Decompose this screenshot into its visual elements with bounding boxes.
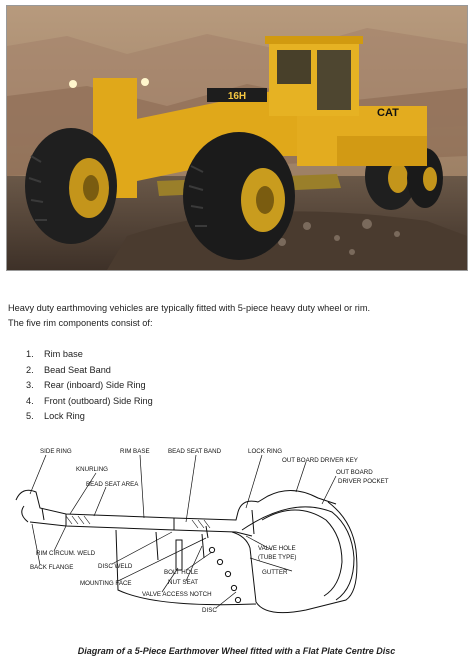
label-lock-ring: LOCK RING bbox=[248, 448, 283, 455]
front-left-tire bbox=[25, 128, 117, 244]
label-outboard-driver-pocket-2: DRIVER POCKET bbox=[338, 478, 389, 485]
cat-logo: CAT bbox=[377, 107, 399, 119]
label-valve-hole-2: (TUBE TYPE) bbox=[258, 554, 297, 561]
grader-photo bbox=[6, 5, 468, 271]
list-item: 1. Rim base bbox=[26, 349, 83, 359]
label-gutter: GUTTER bbox=[262, 569, 288, 576]
label-valve-access-notch: VALVE ACCESS NOTCH bbox=[142, 591, 212, 598]
label-outboard-driver-key: OUT BOARD DRIVER KEY bbox=[282, 457, 358, 464]
front-right-tire bbox=[183, 132, 295, 260]
label-nut-seat: NUT SEAT bbox=[168, 579, 199, 586]
label-rim-circum-weld: RIM CIRCUM. WELD bbox=[36, 550, 96, 557]
rim-diagram bbox=[6, 440, 466, 630]
label-bolt-hole: BOLT HOLE bbox=[164, 569, 199, 576]
diagram-caption: Diagram of a 5-Piece Earthmover Wheel fitted with a Flat Plate Centre Disc bbox=[77, 646, 396, 656]
label-bead-seat-area: BEAD SEAT AREA bbox=[86, 481, 139, 488]
list-item: 3. Rear (inboard) Side Ring bbox=[26, 380, 146, 390]
model-label: 16H bbox=[227, 91, 247, 102]
label-outboard-driver-pocket-1: OUT BOARD bbox=[336, 469, 373, 476]
list-item: 4. Front (outboard) Side Ring bbox=[26, 395, 153, 406]
intro-text bbox=[8, 301, 468, 331]
intro-line-1: Heavy duty earthmoving vehicles are typically fitted with 5-piece heavy duty wheel or rim. bbox=[8, 303, 371, 313]
label-side-ring: SIDE RING bbox=[40, 448, 72, 455]
list-item: 5. Lock Ring bbox=[26, 411, 85, 421]
label-valve-hole-1: VALVE HOLE bbox=[258, 545, 296, 552]
label-back-flange: BACK FLANGE bbox=[30, 564, 74, 571]
label-knurling: KNURLING bbox=[76, 466, 108, 473]
label-mounting-face: MOUNTING FACE bbox=[80, 580, 132, 587]
label-bead-seat-band: BEAD SEAT BAND bbox=[168, 448, 222, 455]
label-disc: DISC bbox=[202, 607, 217, 614]
rim-components-list bbox=[26, 347, 153, 425]
label-disc-weld: DISC WELD bbox=[98, 563, 133, 570]
label-rim-base: RIM BASE bbox=[120, 448, 150, 455]
list-item: 2. Bead Seat Band bbox=[26, 364, 111, 375]
intro-line-2: The five rim components consist of: bbox=[8, 318, 153, 328]
